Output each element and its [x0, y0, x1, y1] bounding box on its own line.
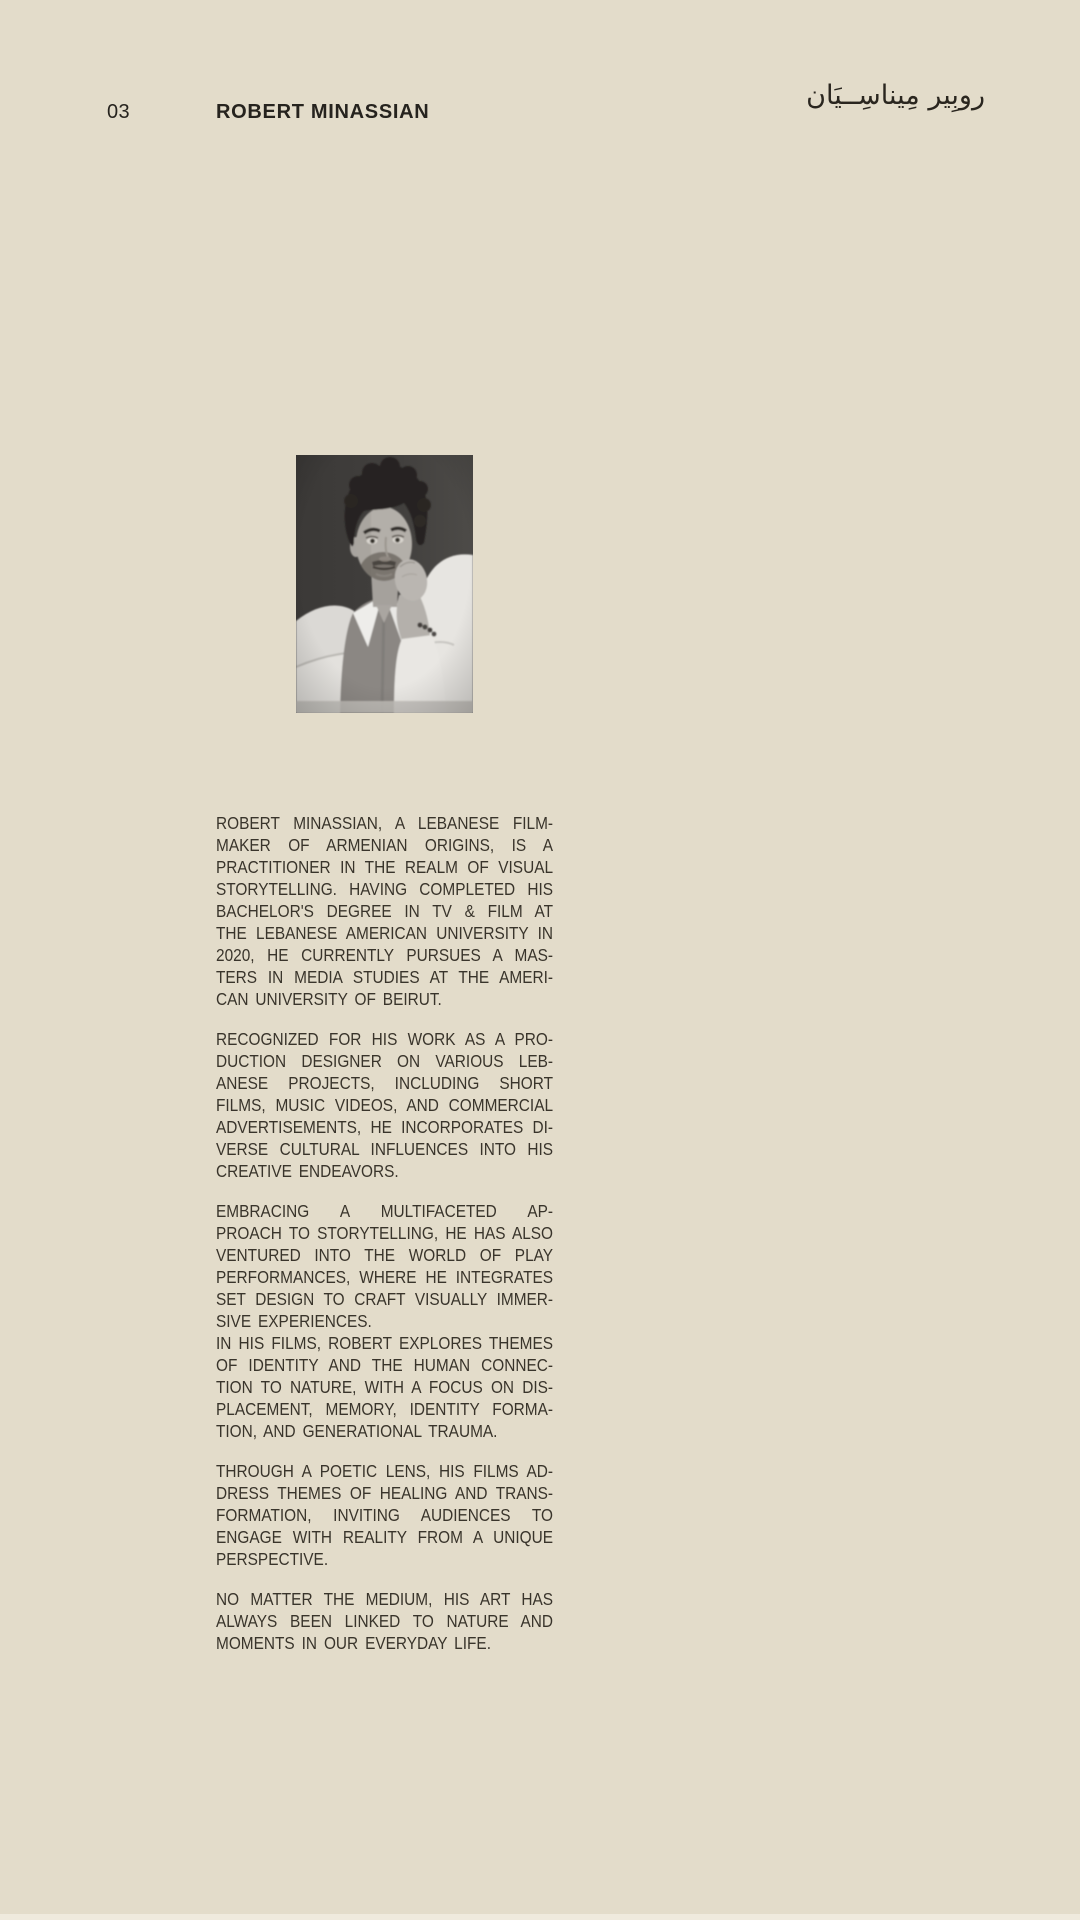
bio-paragraph [216, 1588, 553, 1654]
bio-line: MAKER OF ARMENIAN ORIGINS, IS A [216, 835, 554, 855]
bio-paragraph [216, 1460, 553, 1570]
bio-line: CAN UNIVERSITY OF BEIRUT. [216, 989, 442, 1009]
bio-line: IN HIS FILMS, ROBERT EXPLORES THEMES [216, 1333, 554, 1353]
bio-line: PLACEMENT, MEMORY, IDENTITY FORMA- [216, 1399, 554, 1419]
portrait-photo-art [296, 455, 473, 713]
bio-line: SIVE EXPERIENCES. [216, 1311, 372, 1331]
bio-paragraph [216, 812, 553, 1010]
bio-line: DUCTION DESIGNER ON VARIOUS LEB- [216, 1051, 554, 1071]
bio-line: FILMS, MUSIC VIDEOS, AND COMMERCIAL [216, 1095, 554, 1115]
bio-line: FORMATION, INVITING AUDIENCES TO [216, 1505, 554, 1525]
bio-line: ENGAGE WITH REALITY FROM A UNIQUE [216, 1527, 554, 1547]
bio-text [216, 812, 553, 1672]
page-edge-strip [0, 1914, 1080, 1920]
bio-line: PERSPECTIVE. [216, 1549, 329, 1569]
bio-paragraph [216, 1028, 553, 1182]
bio-line: TION, AND GENERATIONAL TRAUMA. [216, 1421, 498, 1441]
page-title: ROBERT MINASSIAN [216, 101, 430, 123]
bio-line: NO MATTER THE MEDIUM, HIS ART HAS [216, 1589, 554, 1609]
bio-line: PROACH TO STORYTELLING, HE HAS ALSO [216, 1223, 554, 1243]
bio-line: THE LEBANESE AMERICAN UNIVERSITY IN [216, 923, 554, 943]
bio-line: CREATIVE ENDEAVORS. [216, 1161, 399, 1181]
bio-line: PERFORMANCES, WHERE HE INTEGRATES [216, 1267, 554, 1287]
bio-line: 2020, HE CURRENTLY PURSUES A MAS- [216, 945, 554, 965]
bio-line: TERS IN MEDIA STUDIES AT THE AMERI- [216, 967, 554, 987]
bio-line: TION TO NATURE, WITH A FOCUS ON DIS- [216, 1377, 554, 1397]
bio-paragraph [216, 1332, 553, 1442]
bio-line: EMBRACING A MULTIFACETED AP- [216, 1201, 554, 1221]
bio-line: RECOGNIZED FOR HIS WORK AS A PRO- [216, 1029, 554, 1049]
bio-line: MOMENTS IN OUR EVERYDAY LIFE. [216, 1633, 491, 1653]
bio-line: SET DESIGN TO CRAFT VISUALLY IMMER- [216, 1289, 554, 1309]
bio-line: STORYTELLING. HAVING COMPLETED HIS [216, 879, 554, 899]
bio-line: VERSE CULTURAL INFLUENCES INTO HIS [216, 1139, 554, 1159]
bio-line: ADVERTISEMENTS, HE INCORPORATES DI- [216, 1117, 554, 1137]
bio-line: THROUGH A POETIC LENS, HIS FILMS AD- [216, 1461, 554, 1481]
bio-line: DRESS THEMES OF HEALING AND TRANS- [216, 1483, 554, 1503]
bio-line: ALWAYS BEEN LINKED TO NATURE AND [216, 1611, 554, 1631]
bio-line: OF IDENTITY AND THE HUMAN CONNEC- [216, 1355, 554, 1375]
page-number: 03 [107, 101, 131, 123]
portrait-photo [296, 455, 473, 713]
bio-line: PRACTITIONER IN THE REALM OF VISUAL [216, 857, 554, 877]
page-title-arabic: روبِير مِيناسِــيَان [806, 80, 985, 111]
bio-paragraph [216, 1200, 553, 1332]
bio-line: ANESE PROJECTS, INCLUDING SHORT [216, 1073, 554, 1093]
bio-line: VENTURED INTO THE WORLD OF PLAY [216, 1245, 554, 1265]
bio-line: BACHELOR'S DEGREE IN TV & FILM AT [216, 901, 554, 921]
bio-line: ROBERT MINASSIAN, A LEBANESE FILM- [216, 813, 554, 833]
